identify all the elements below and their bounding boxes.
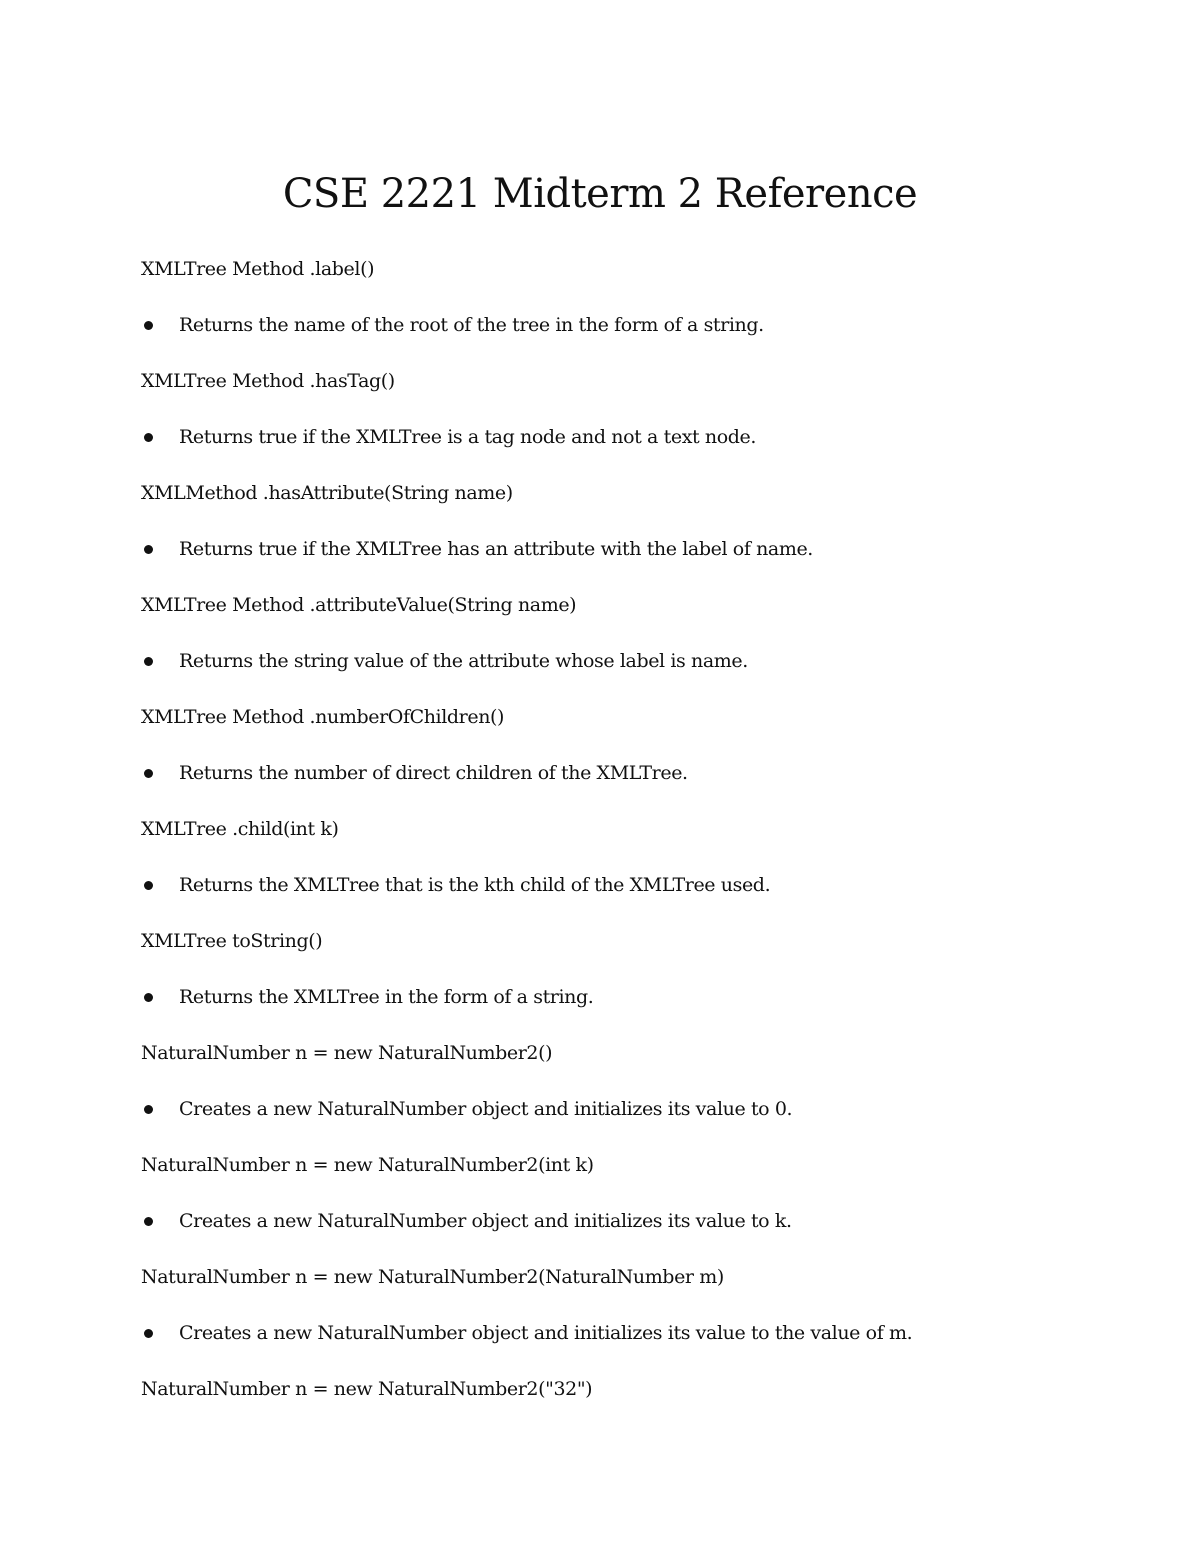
reference-entry [141, 928, 1101, 1040]
method-description [179, 536, 813, 562]
method-signature: NaturalNumber n = new NaturalNumber2("32") [141, 1378, 593, 1400]
reference-entry [141, 1152, 1101, 1264]
reference-entry [141, 480, 1101, 592]
method-description [179, 312, 764, 338]
reference-entry [141, 704, 1101, 816]
method-signature: NaturalNumber n = new NaturalNumber2(NaturalNumber m) [141, 1266, 724, 1288]
method-description-text: Returns true if the XMLTree has an attribute with the label of name. [179, 538, 813, 560]
method-signature: XMLTree Method .hasTag() [141, 370, 395, 392]
method-signature: XMLTree toString() [141, 930, 323, 952]
method-signature: NaturalNumber n = new NaturalNumber2(int k) [141, 1154, 594, 1176]
bullet-icon [144, 1105, 153, 1114]
method-description [179, 1208, 792, 1234]
method-description-text: Returns the XMLTree in the form of a string. [179, 986, 594, 1008]
reference-entry [141, 256, 1101, 368]
method-signature: XMLTree Method .attributeValue(String name) [141, 594, 577, 616]
reference-entry [141, 368, 1101, 480]
method-description [179, 1320, 912, 1346]
reference-entry [141, 592, 1101, 704]
method-description [179, 424, 756, 450]
method-description [179, 1096, 792, 1122]
method-description [179, 760, 688, 786]
method-description-text: Creates a new NaturalNumber object and initializes its value to 0. [179, 1098, 793, 1120]
bullet-icon [144, 769, 153, 778]
method-description-text: Returns the string value of the attribute whose label is name. [179, 650, 748, 672]
reference-entry [141, 1040, 1101, 1152]
method-description [179, 984, 593, 1010]
method-description-text: Creates a new NaturalNumber object and initializes its value to the value of m. [179, 1322, 913, 1344]
bullet-icon [144, 657, 153, 666]
bullet-icon [144, 433, 153, 442]
reference-entry [141, 816, 1101, 928]
bullet-icon [144, 993, 153, 1002]
method-signature: XMLTree .child(int k) [141, 818, 339, 840]
method-description-text: Returns true if the XMLTree is a tag node and not a text node. [179, 426, 757, 448]
method-description-text: Creates a new NaturalNumber object and initializes its value to k. [179, 1210, 792, 1232]
page-title: CSE 2221 Midterm 2 Reference [282, 171, 918, 217]
method-description [179, 872, 770, 898]
reference-list [141, 256, 1101, 1488]
method-signature: XMLTree Method .label() [141, 258, 375, 280]
method-signature: XMLTree Method .numberOfChildren() [141, 706, 505, 728]
method-signature: NaturalNumber n = new NaturalNumber2() [141, 1042, 553, 1064]
bullet-icon [144, 1329, 153, 1338]
method-signature: XMLMethod .hasAttribute(String name) [141, 482, 513, 504]
method-description-text: Returns the name of the root of the tree in the form of a string. [179, 314, 764, 336]
bullet-icon [144, 545, 153, 554]
bullet-icon [144, 1217, 153, 1226]
method-description [179, 648, 748, 674]
method-description-text: Returns the XMLTree that is the kth child of the XMLTree used. [179, 874, 771, 896]
method-description-text: Returns the number of direct children of the XMLTree. [179, 762, 688, 784]
reference-entry [141, 1376, 1101, 1488]
bullet-icon [144, 321, 153, 330]
reference-entry [141, 1264, 1101, 1376]
bullet-icon [144, 881, 153, 890]
